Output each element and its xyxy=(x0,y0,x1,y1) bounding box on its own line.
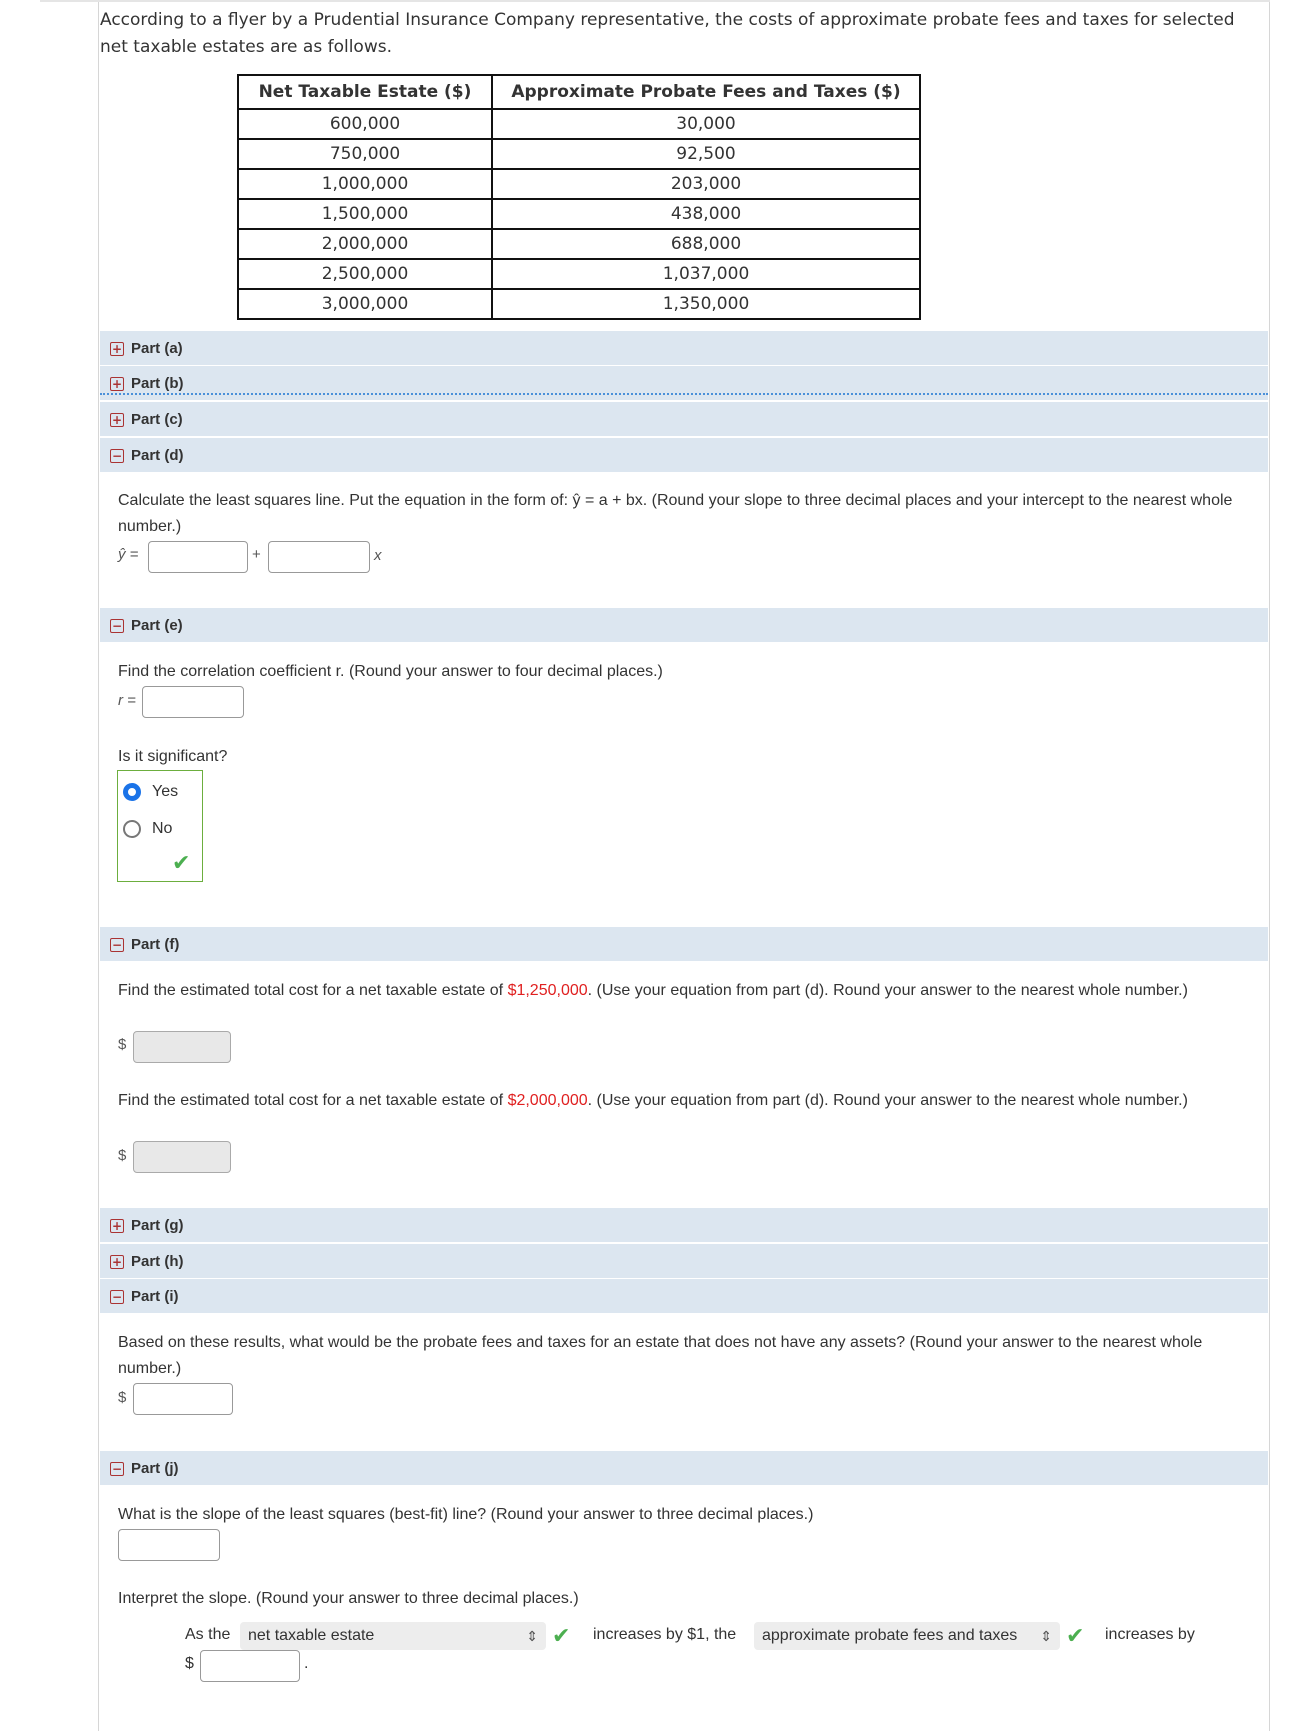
yes-radio[interactable] xyxy=(123,783,141,801)
table-row xyxy=(238,169,920,199)
cell-estate: 2,500,000 xyxy=(238,259,492,289)
collapse-icon[interactable]: − xyxy=(111,938,123,952)
select-value: net taxable estate xyxy=(248,1627,375,1644)
expand-icon[interactable]: + xyxy=(111,413,123,427)
table-row xyxy=(238,109,920,139)
no-label: No xyxy=(152,820,173,837)
part-h-label: Part (h) xyxy=(131,1253,184,1270)
updown-arrow-icon: ⇕ xyxy=(1040,1628,1052,1644)
dollar-sign: $ xyxy=(118,1036,127,1053)
expand-icon[interactable]: + xyxy=(111,1255,123,1269)
collapse-icon[interactable]: − xyxy=(111,619,123,633)
part-d-label: Part (d) xyxy=(131,447,184,464)
part-j-question: What is the slope of the least squares (best-fit) line? (Round your answer to three decimal places.) xyxy=(118,1506,814,1523)
part-e-label: Part (e) xyxy=(131,617,183,634)
increases-label-2: increases by xyxy=(1105,1626,1195,1643)
part-e-question: Find the correlation coefficient r. (Round your answer to four decimal places.) xyxy=(118,663,663,680)
r-input[interactable] xyxy=(142,686,244,718)
plus-sign: + xyxy=(252,546,261,563)
table-row xyxy=(238,289,920,319)
slope-answer-input[interactable] xyxy=(118,1529,220,1561)
slope-interpret-input[interactable] xyxy=(200,1650,300,1682)
cell-estate: 1,000,000 xyxy=(238,169,492,199)
select-value: approximate probate fees and taxes xyxy=(762,1627,1018,1644)
check-icon: ✔ xyxy=(552,1624,571,1649)
focus-divider xyxy=(100,393,1268,395)
part-d-header[interactable] xyxy=(100,437,1268,472)
part-i-question: Based on these results, what would be the probate fees and taxes for an estate that does not have any assets? (Round your answer to the nearest whole number.) xyxy=(118,1334,1203,1377)
yes-label: Yes xyxy=(152,783,179,800)
cost-input-2[interactable] xyxy=(133,1141,231,1173)
estate-amount-1: $1,250,000 xyxy=(507,982,588,999)
cell-fees: 688,000 xyxy=(492,229,920,259)
part-a-label: Part (a) xyxy=(131,340,183,357)
table-row xyxy=(238,259,920,289)
part-f-label: Part (f) xyxy=(131,936,180,953)
updown-arrow-icon: ⇕ xyxy=(526,1628,538,1644)
cell-fees: 92,500 xyxy=(492,139,920,169)
r-label: r = xyxy=(118,692,136,709)
part-f-header[interactable] xyxy=(100,926,1268,961)
expand-icon[interactable]: + xyxy=(111,1219,123,1233)
zero-assets-input[interactable] xyxy=(133,1383,233,1415)
column-header-estate: Net Taxable Estate ($) xyxy=(238,75,492,109)
cell-fees: 438,000 xyxy=(492,199,920,229)
as-the-label: As the xyxy=(185,1626,231,1643)
cell-fees: 1,350,000 xyxy=(492,289,920,319)
part-f-question-2 xyxy=(118,1088,1238,1114)
part-e-header[interactable] xyxy=(100,607,1268,642)
data-table xyxy=(237,74,921,320)
cost-input-1[interactable] xyxy=(133,1031,231,1063)
variable-select-1[interactable] xyxy=(240,1622,546,1650)
cell-fees: 203,000 xyxy=(492,169,920,199)
collapse-icon[interactable]: − xyxy=(111,1462,123,1476)
part-i-label: Part (i) xyxy=(131,1288,179,1305)
cell-estate: 3,000,000 xyxy=(238,289,492,319)
dollar-sign: $ xyxy=(185,1655,194,1672)
part-g-label: Part (g) xyxy=(131,1217,184,1234)
question-text: . (Use your equation from part (d). Round your answer to the nearest whole number.) xyxy=(587,1092,1188,1109)
collapse-icon[interactable]: − xyxy=(111,1290,123,1304)
cell-estate: 2,000,000 xyxy=(238,229,492,259)
part-f-question-1 xyxy=(118,978,1238,1004)
cell-estate: 600,000 xyxy=(238,109,492,139)
part-j-header[interactable] xyxy=(100,1450,1268,1485)
table-header-row xyxy=(238,75,920,109)
cell-fees: 1,037,000 xyxy=(492,259,920,289)
cell-estate: 1,500,000 xyxy=(238,199,492,229)
no-radio[interactable] xyxy=(123,820,141,838)
part-a-header[interactable] xyxy=(100,330,1268,365)
question-text: Find the estimated total cost for a net taxable estate of xyxy=(118,1092,508,1109)
significant-question: Is it significant? xyxy=(118,748,228,765)
part-d-question: Calculate the least squares line. Put the equation in the form of: ŷ = a + bx. (Round your slope to three decimal places and your intercept to the nearest whole number.) xyxy=(118,492,1233,535)
expand-icon[interactable]: + xyxy=(111,342,123,356)
expand-icon[interactable]: + xyxy=(111,377,123,391)
intro-text: According to a flyer by a Prudential Insurance Company representative, the costs of approximate probate fees and taxes for selected net taxable estates are as follows. xyxy=(100,10,1235,57)
part-i-header[interactable] xyxy=(100,1278,1268,1313)
significance-radio-group xyxy=(117,770,203,882)
yhat-label: ŷ = xyxy=(118,546,139,563)
part-c-label: Part (c) xyxy=(131,411,183,428)
part-b-label: Part (b) xyxy=(131,375,184,392)
part-j-label: Part (j) xyxy=(131,1460,179,1477)
table-row xyxy=(238,199,920,229)
question-text: Find the estimated total cost for a net taxable estate of xyxy=(118,982,508,999)
x-variable: x xyxy=(374,547,382,564)
question-text: . (Use your equation from part (d). Round your answer to the nearest whole number.) xyxy=(587,982,1188,999)
slope-input[interactable] xyxy=(268,541,370,573)
check-icon: ✔ xyxy=(1066,1624,1085,1649)
period: . xyxy=(304,1655,309,1672)
check-icon: ✔ xyxy=(172,851,191,876)
collapse-icon[interactable]: − xyxy=(111,449,123,463)
part-g-header[interactable] xyxy=(100,1207,1268,1242)
part-c-header[interactable] xyxy=(100,401,1268,436)
dollar-sign: $ xyxy=(118,1147,127,1164)
interpret-question: Interpret the slope. (Round your answer to three decimal places.) xyxy=(118,1590,579,1607)
estate-amount-2: $2,000,000 xyxy=(507,1092,588,1109)
variable-select-2[interactable] xyxy=(754,1622,1060,1650)
dollar-sign: $ xyxy=(118,1389,127,1406)
column-header-fees: Approximate Probate Fees and Taxes ($) xyxy=(492,75,920,109)
table-row xyxy=(238,139,920,169)
intercept-input[interactable] xyxy=(148,541,248,573)
part-h-header[interactable] xyxy=(100,1243,1268,1278)
table-row xyxy=(238,229,920,259)
cell-estate: 750,000 xyxy=(238,139,492,169)
increases-label-1: increases by $1, the xyxy=(593,1626,737,1643)
cell-fees: 30,000 xyxy=(492,109,920,139)
